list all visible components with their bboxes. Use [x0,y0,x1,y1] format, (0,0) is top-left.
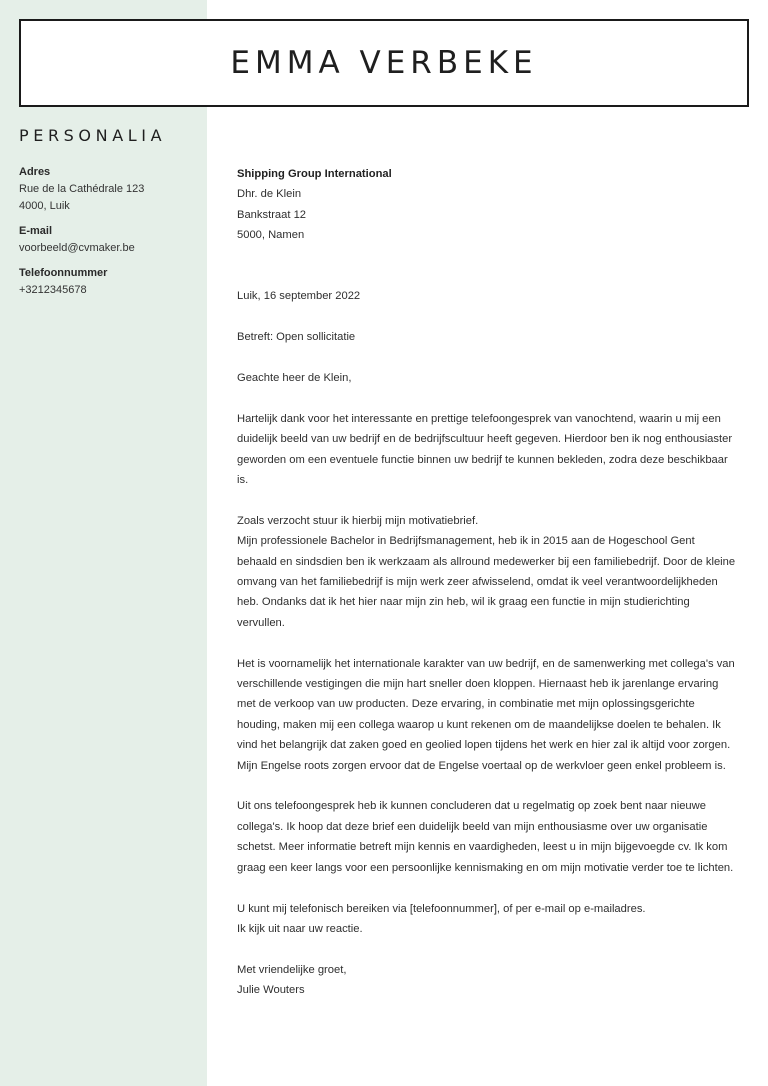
recipient-street: Bankstraat 12 [237,208,307,221]
recipient-city: 5000, Namen [237,229,305,242]
closing: Met vriendelijke groet, [237,963,347,976]
recipient-company: Shipping Group International [237,168,392,180]
reaction-line: Ik kijk uit naar uw reactie. [237,922,363,935]
paragraph-company-interest: Het is voornamelijk het internationale karakter van uw bedrijf, en de samenwerking met collega's van verschillende vestigingen die mijn hart sneller doen kloppen. Hiernaast heb ik jarenlange ervaring met de verkoop van uw producten. Deze ervaring, in combinatie met mijn oplossingsgerichte houding, maken mij een collega waarop u kunt rekenen om de maandelijkse doelen te behalen. Ik vind het belangrijk dat zaken goed en geolied lopen tijdens het werk en hier zal ik altijd voor zorgen. Mijn Engelse roots zorgen ervoor dat de Engelse voertaal op de werkvloer geen enkel probleem is. [237,657,735,772]
personalia-heading: PERSONALIA [19,126,167,145]
paragraph-education: Mijn professionele Bachelor in Bedrijfsmanagement, heb ik in 2015 aan de Hogeschool Gent behaald en sindsdien ben ik werkzaam als allround medewerker bij een familiebedrijf. Door de kleine omvang van het familiebedrijf is mijn werk zeer afwisselend, omdat ik veel verantwoordelijkheden heb. Ondanks dat ik het hier naar mijn zin heb, wil ik graag een functie in mijn studierichting vervullen. [237,535,736,629]
paragraph-motivation-intro: Zoals verzocht stuur ik hierbij mijn motivatiebrief. [237,514,479,527]
recipient-contact: Dhr. de Klein [237,188,302,201]
address-line-2: 4000, Luik [19,200,70,212]
contact-line: U kunt mij telefonisch bereiken via [telefoonnummer], of per e-mail op e-mailadres. [237,902,646,915]
signature: Julie Wouters [237,984,305,997]
phone-label: Telefoonnummer [19,267,108,279]
applicant-name: EMMA VERBEKE [230,45,538,81]
email-group [19,223,199,257]
letter-date: Luik, 16 september 2022 [237,290,361,303]
letter-body [237,164,737,1001]
phone-group [19,265,199,299]
paragraph-conclusion: Uit ons telefoongesprek heb ik kunnen concluderen dat u regelmatig op zoek bent naar nieuwe collega's. Ik hoop dat deze brief een duidelijk beeld van mijn enthousiasme over uw organisatie schetst. Meer informatie betreft mijn kennis en vaardigheden, leest u in mijn bijgevoegde cv. Ik kom graag een keer langs voor een persoonlijke kennismaking en om mijn motivatie verder toe te lichten. [237,800,734,874]
sidebar [0,0,207,1086]
address-label: Adres [19,166,51,178]
address-line-1: Rue de la Cathédrale 123 [19,183,145,195]
name-header [19,19,749,107]
letter-subject: Betreft: Open sollicitatie [237,331,356,344]
email-value: voorbeeld@cvmaker.be [19,242,135,254]
letter-salutation: Geachte heer de Klein, [237,372,352,385]
email-label: E-mail [19,225,53,237]
phone-value: +3212345678 [19,284,87,296]
address-group [19,164,199,215]
paragraph-intro: Hartelijk dank voor het interessante en prettige telefoongesprek van vanochtend, waarin u mij een duidelijk beeld van uw bedrijf en de bedrijfscultuur heeft gegeven. Hierdoor ben ik nog enthousiaster geworden om een eventuele functie binnen uw bedrijf te kunnen bekleden, zodra deze beschikbaar is. [237,412,733,487]
personal-details [19,164,199,307]
